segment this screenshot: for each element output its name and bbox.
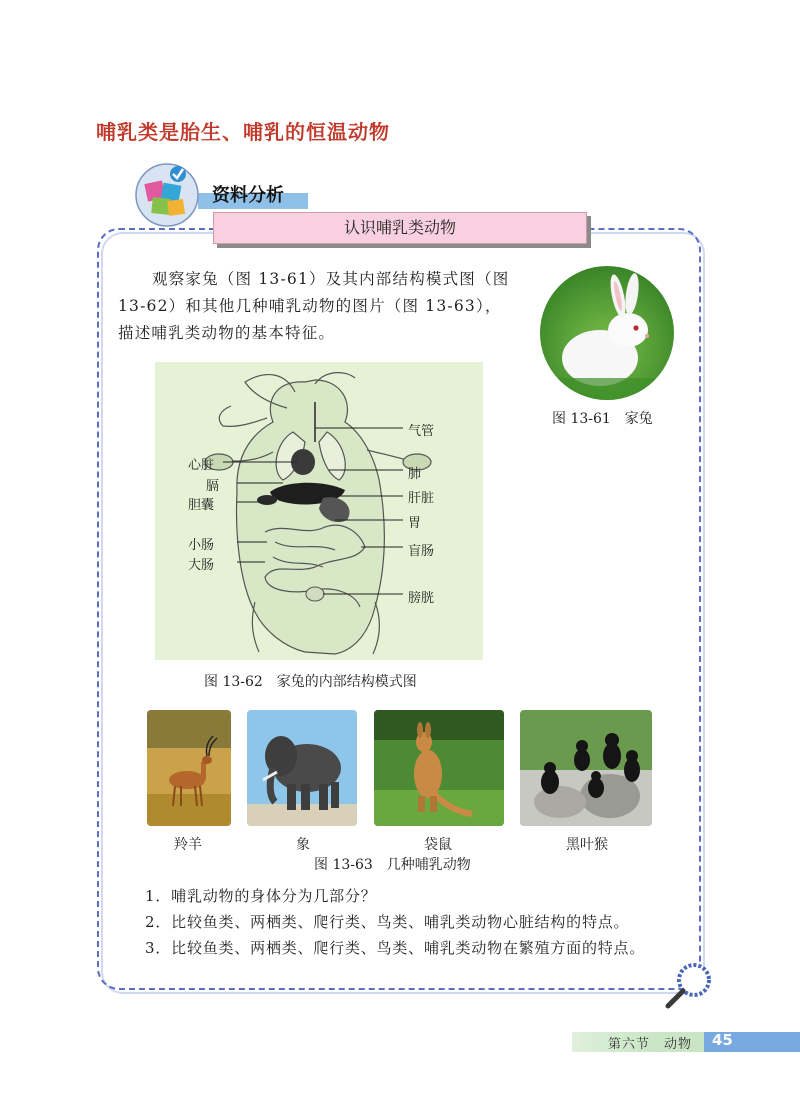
animal-label-langur: 黑叶猴 xyxy=(566,837,608,853)
intro-line: 观察家兔（图 13-61）及其内部结构模式图（图 xyxy=(152,270,510,288)
label-trachea: 气管 xyxy=(408,424,435,439)
label-small-intestine: 小肠 xyxy=(188,538,215,553)
kangaroo-photo xyxy=(374,710,504,826)
label-lung: 肺 xyxy=(408,467,422,482)
figure-13-63-caption: 图 13-63 几种哺乳动物 xyxy=(314,857,471,873)
page-number: 45 xyxy=(712,1031,733,1049)
intro-line: 13-62）和其他几种哺乳动物的图片（图 13-63）， xyxy=(118,297,502,315)
figure-13-62-caption: 图 13-62 家兔的内部结构模式图 xyxy=(204,674,417,690)
label-liver: 肝脏 xyxy=(408,491,435,506)
langur-photo xyxy=(520,710,652,826)
label-stomach: 胃 xyxy=(408,516,422,531)
magnifier-icon xyxy=(660,960,716,1012)
label-heart: 心脏 xyxy=(188,458,215,473)
label-large-intestine: 大肠 xyxy=(188,558,215,573)
label-gallbladder: 胆囊 xyxy=(188,498,215,513)
rabbit-photo xyxy=(540,266,674,400)
intro-line: 描述哺乳类动物的基本特征。 xyxy=(118,324,336,342)
question-list xyxy=(145,883,705,961)
label-diaphragm: 膈 xyxy=(206,479,220,494)
puzzle-icon xyxy=(132,160,202,230)
footer-section-label: 第六节 动物 xyxy=(608,1037,693,1052)
activity-banner: 认识哺乳类动物 xyxy=(213,212,587,244)
animal-label-elephant: 象 xyxy=(296,837,310,853)
question-item: 2．比较鱼类、两栖类、爬行类、鸟类、哺乳类动物心脏结构的特点。 xyxy=(145,913,630,931)
activity-badge-label: 资料分析 xyxy=(212,185,284,206)
figure-13-61-caption: 图 13-61 家兔 xyxy=(552,411,653,427)
antelope-photo xyxy=(147,710,231,826)
section-title: 哺乳类是胎生、哺乳的恒温动物 xyxy=(96,120,390,144)
animal-label-antelope: 羚羊 xyxy=(174,837,202,853)
question-item: 1．哺乳动物的身体分为几部分？ xyxy=(145,887,377,905)
animal-label-kangaroo: 袋鼠 xyxy=(424,837,452,853)
label-cecum: 盲肠 xyxy=(408,544,435,559)
intro-paragraph xyxy=(118,266,530,347)
label-bladder: 膀胱 xyxy=(408,591,435,606)
question-item: 3．比较鱼类、两栖类、爬行类、鸟类、哺乳类动物在繁殖方面的特点。 xyxy=(145,939,646,957)
elephant-photo xyxy=(247,710,357,826)
